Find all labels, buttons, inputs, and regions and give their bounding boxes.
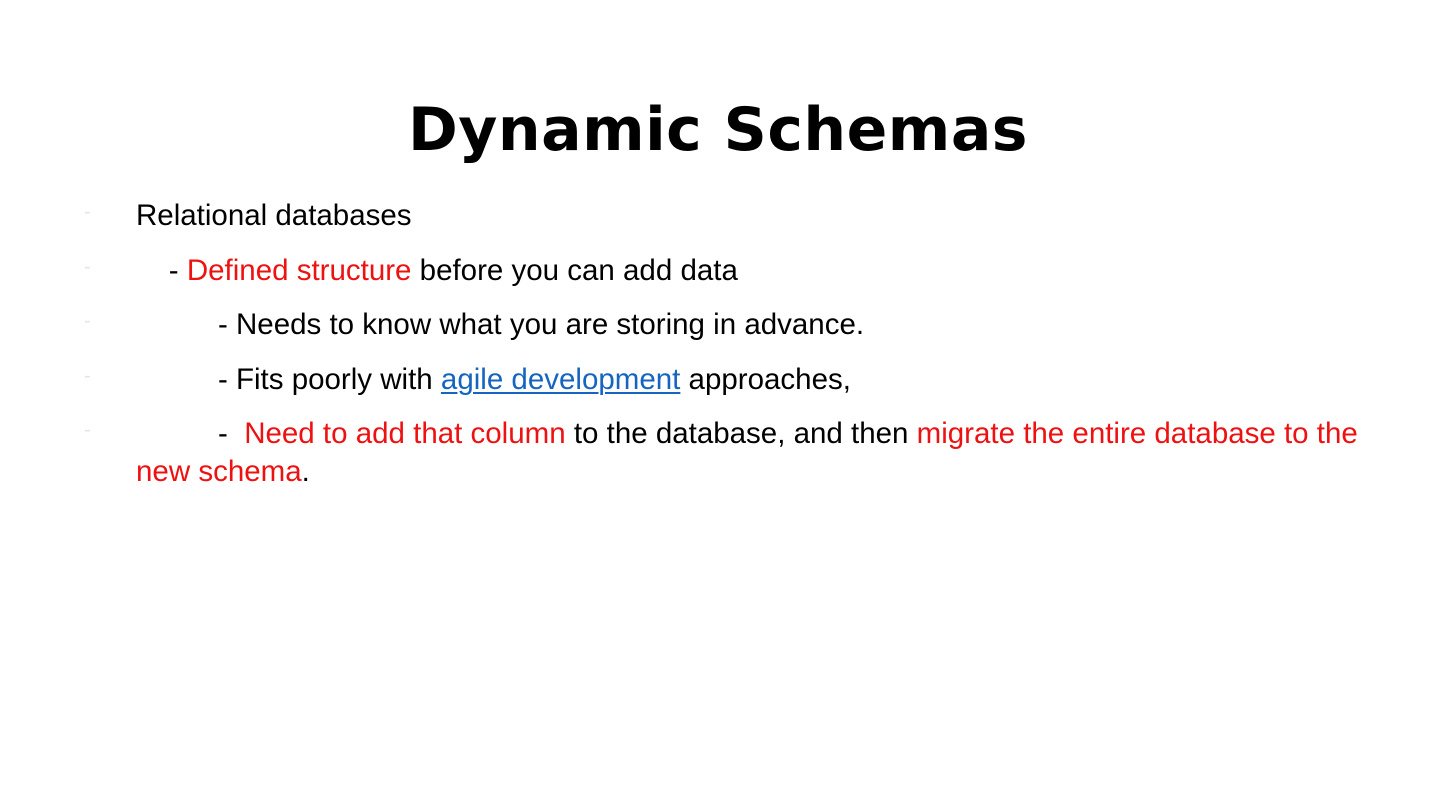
bullet-text [136,252,1386,290]
emphasis-text: Need to add that column [244,417,566,450]
text-segment: . [301,455,310,488]
text-segment: before you can add data [411,254,738,287]
text-segment: approaches, [680,363,851,396]
emphasis-text: migrate the entire database to the new schema [136,417,1366,488]
bullet-marker: - [84,365,91,387]
text-segment: - [136,254,187,287]
bullet-marker: - [84,310,91,332]
text-segment: - Needs to know what you are storing in advance. [136,308,865,341]
emphasis-text: Defined structure [186,254,412,287]
bullet-marker: - [84,419,91,441]
text-segment: Relational databases [136,199,412,232]
bullet-text [136,415,1386,491]
agile-development-link[interactable]: agile development [440,363,681,396]
text-segment: - Fits poorly with [136,363,441,396]
bullet-marker: - [84,201,91,223]
text-segment: to the database, and then [565,417,917,450]
bullet-text [136,306,1386,344]
bullet-text [136,197,1386,235]
text-segment: - [136,417,245,450]
bullet-marker: - [84,256,91,278]
slide-title: Dynamic Schemas [407,95,1029,165]
bullet-text [136,361,1386,399]
